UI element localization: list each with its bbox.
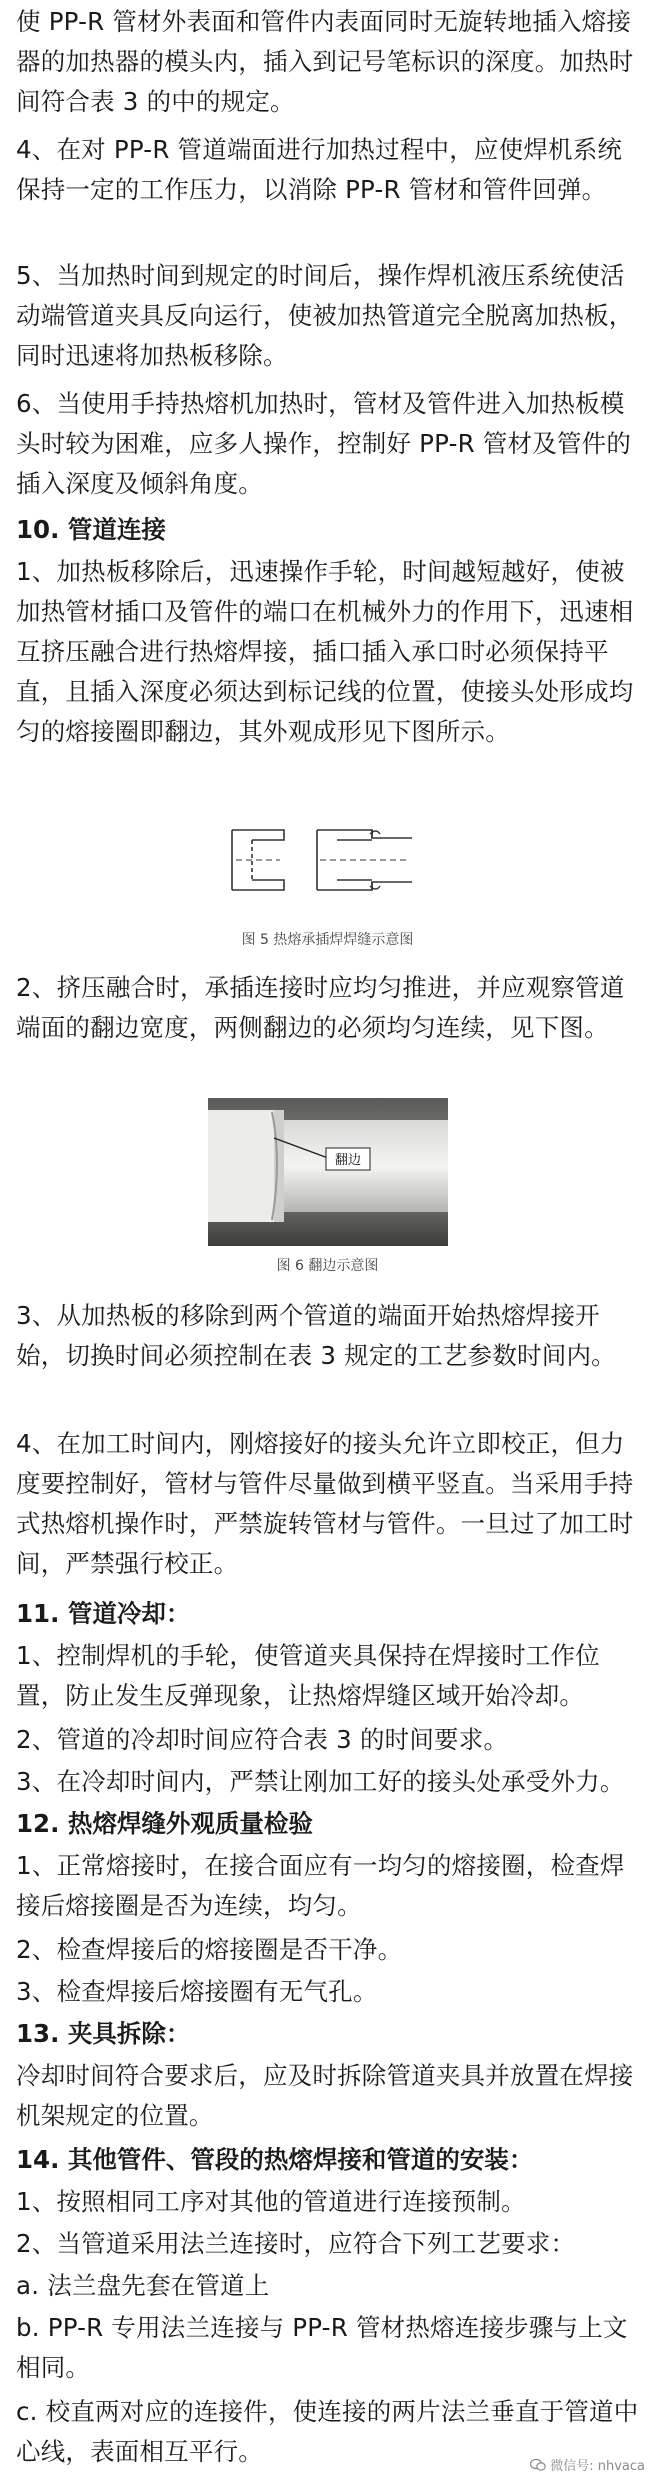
paragraph-inspection-1: 1、正常熔接时，在接合面应有一均匀的熔接圈，检查焊接后熔接圈是否为连续，均匀。	[16, 1851, 625, 1920]
watermark-text: 微信号: nhvaca	[550, 2459, 645, 2474]
paragraph-install-a: a. 法兰盘先套在管道上	[16, 2271, 270, 2300]
paragraph-connection-2: 2、挤压融合时，承插连接时应均匀推进，并应观察管道端面的翻边宽度，两侧翻边的必须均匀连续，见下图。	[16, 973, 625, 1042]
section-heading-12: 12. 热熔焊缝外观质量检验	[16, 1809, 313, 1838]
paragraph-step-6: 6、当使用手持热熔机加热时，管材及管件进入加热板模头时较为困难，应多人操作，控制好 PP-R 管材及管件的插入深度及倾斜角度。	[16, 389, 632, 498]
paragraph-cooling-2: 2、管道的冷却时间应符合表 3 的时间要求。	[16, 1725, 509, 1754]
paragraph-install-b: b. PP-R 专用法兰连接与 PP-R 管材热熔连接步骤与上文相同。	[16, 2313, 628, 2382]
paragraph-install-1: 1、按照相同工序对其他的管道进行连接预制。	[16, 2187, 526, 2216]
bead-callout-label: 翻边	[334, 1153, 362, 1168]
paragraph-connection-4: 4、在加工时间内，刚熔接好的接头允许立即校正，但力度要控制好，管材与管件尽量做到横平竖直。当采用手持式热熔机操作时，严禁旋转管材与管件。一旦过了加工时间，严禁强行校正。	[16, 1429, 634, 1578]
paragraph-inspection-3: 3、检查焊接后熔接圈有无气孔。	[16, 1977, 378, 2006]
section-heading-10: 10. 管道连接	[16, 515, 166, 544]
wechat-watermark	[530, 2455, 645, 2474]
paragraph-install-c: c. 校直两对应的连接件，使连接的两片法兰垂直于管道中心线，表面相互平行。	[16, 2397, 639, 2466]
figure-6-caption: 图 6 翻边示意图	[276, 1258, 379, 1274]
paragraph-install-2: 2、当管道采用法兰连接时，应符合下列工艺要求：	[16, 2229, 576, 2258]
figure-5-caption: 图 5 热熔承插焊焊缝示意图	[241, 932, 414, 948]
paragraph-cooling-1: 1、控制焊机的手轮，使管道夹具保持在焊接时工作位置，防止发生反弹现象，让热熔焊缝区域开始冷却。	[16, 1641, 600, 1710]
paragraph-cooling-3: 3、在冷却时间内，严禁让刚加工好的接头处承受外力。	[16, 1767, 625, 1796]
section-heading-14: 14. 其他管件、管段的热熔焊接和管道的安装：	[16, 2145, 534, 2174]
paragraph-step-4: 4、在对 PP-R 管道端面进行加热过程中，应使焊机系统保持一定的工作压力，以消除 PP-R 管材和管件回弹。	[16, 135, 623, 204]
wechat-icon	[530, 2458, 546, 2472]
paragraph-connection-3: 3、从加热板的移除到两个管道的端面开始热熔焊接开始，切换时间必须控制在表 3 规定的工艺参数时间内。	[16, 1301, 616, 1370]
bead-photo	[208, 1098, 448, 1246]
paragraph-inspection-2: 2、检查焊接后的熔接圈是否干净。	[16, 1935, 403, 1964]
socket-weld-diagram	[222, 810, 422, 910]
section-heading-13: 13. 夹具拆除：	[16, 2019, 191, 2048]
paragraph-step-5: 5、当加热时间到规定的时间后，操作焊机液压系统使活动端管道夹具反向运行，使被加热管道完全脱离加热板，同时迅速将加热板移除。	[16, 261, 634, 370]
paragraph-connection-1: 1、加热板移除后，迅速操作手轮，时间越短越好，使被加热管材插口及管件的端口在机械外力的作用下，迅速相互挤压融合进行热熔焊接，插口插入承口时必须保持平直，且插入深度必须达到标记线的位置，使接头处形成均匀的熔接圈即翻边，其外观成形见下图所示。	[16, 557, 634, 746]
paragraph-insert-pipe: 使 PP-R 管材外表面和管件内表面同时无旋转地插入熔接器的加热器的模头内，插入到记号笔标识的深度。加热时间符合表 3 的中的规定。	[16, 7, 634, 116]
section-heading-11: 11. 管道冷却：	[16, 1599, 191, 1628]
paragraph-clamp-removal: 冷却时间符合要求后，应及时拆除管道夹具并放置在焊接机架规定的位置。	[16, 2061, 634, 2130]
